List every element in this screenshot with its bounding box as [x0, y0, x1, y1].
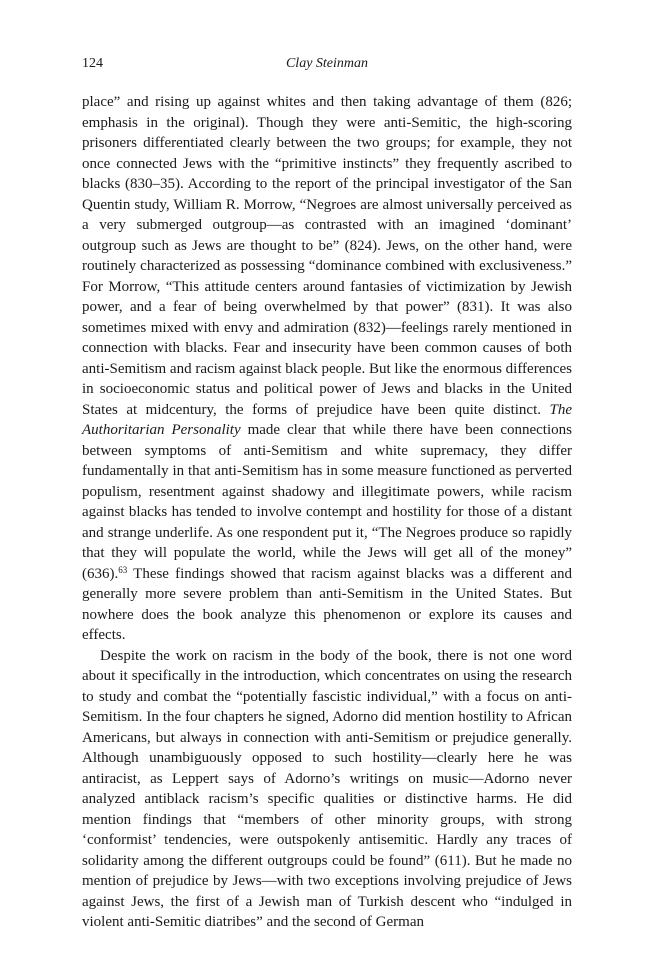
paragraph-1-text-b: made clear that while there have been connections between symptoms of anti-Semitism and white supremacy, they differ fundamentally in that anti-Semitism has in some measure functioned as perverted populism, resentment against shadowy and illegitimate powers, while racism against blacks has tended to involve contempt and hostility for those of a distant and strange underlife. As one respondent put it, “The Negroes produce so rapidly that they will populate the world, while the Jews will get all of the money” (636).: [82, 422, 572, 582]
page-number: 124: [82, 56, 103, 71]
footnote-marker: 63: [118, 564, 128, 575]
paragraph-2: Despite the work on racism in the body of the book, there is not one word about it specifically in the introduction, which concentrates on using the research to study and combat the “potentially fascistic individual,” with a focus on anti-Semitism. In the four chapters he signed, Adorno did mention hostility to African Americans, but always in connection with anti-Semitism or prejudice generally. Although unambiguously opposed to such hostility—clearly here he was antiracist, as Leppert says of Adorno’s writings on music—Adorno never analyzed antiblack racism’s specific qualities or distinctive harms. He did mention findings that “members of other minority groups, with strong ‘conformist’ tendencies, were outspokenly antisemitic. Hardly any traces of solidarity among the different outgroups could be found” (611). But he made no mention of prejudice by Jews—with two exceptions involving prejudice of Jews against Jews, the first of a Jewish man of Turkish descent who “indulged in violent anti-Semitic diatribes” and the second of German: [82, 647, 572, 930]
paragraph-1-text-c: These findings showed that racism against blacks was a different and generally more severe problem than anti-Semitism in the United States. But nowhere does the book analyze this phenomenon or explore its causes and effects.: [82, 565, 572, 643]
body-text: [82, 92, 572, 933]
page-header: [82, 56, 572, 76]
paragraph-1-text-a: place” and rising up against whites and then taking advantage of them (826; emphasis in the original). Though they were anti-Semitic, the high-scoring prisoners differentiated clearly between the two groups; for example, they not once connected Jews with the “primitive instincts” they frequently ascribed to blacks (830–35). According to the report of the principal investigator of the San Quentin study, William R. Morrow, “Negroes are almost universally perceived as a very submerged outgroup—as contrasted with an imagined ‘dominant’ outgroup such as Jews are thought to be” (824). Jews, on the other hand, were routinely characterized as possessing “dominance combined with exclusiveness.” For Morrow, “This attitude centers around fantasies of victimization by Jewish power, and a fear of being overwhelmed by that power” (831). It was also sometimes mixed with envy and admiration (832)—feelings rarely mentioned in connection with blacks. Fear and insecurity have been common causes of both anti-Semitism and racism against black people. But like the enormous differences in socioeconomic status and political power of Jews and blacks in the United States at midcentury, the forms of prejudice have been quite distinct.: [82, 94, 573, 418]
paragraph-1: [82, 92, 572, 646]
book-title: The Authoritarian Personality: [82, 401, 572, 438]
running-head: Clay Steinman: [285, 56, 369, 71]
